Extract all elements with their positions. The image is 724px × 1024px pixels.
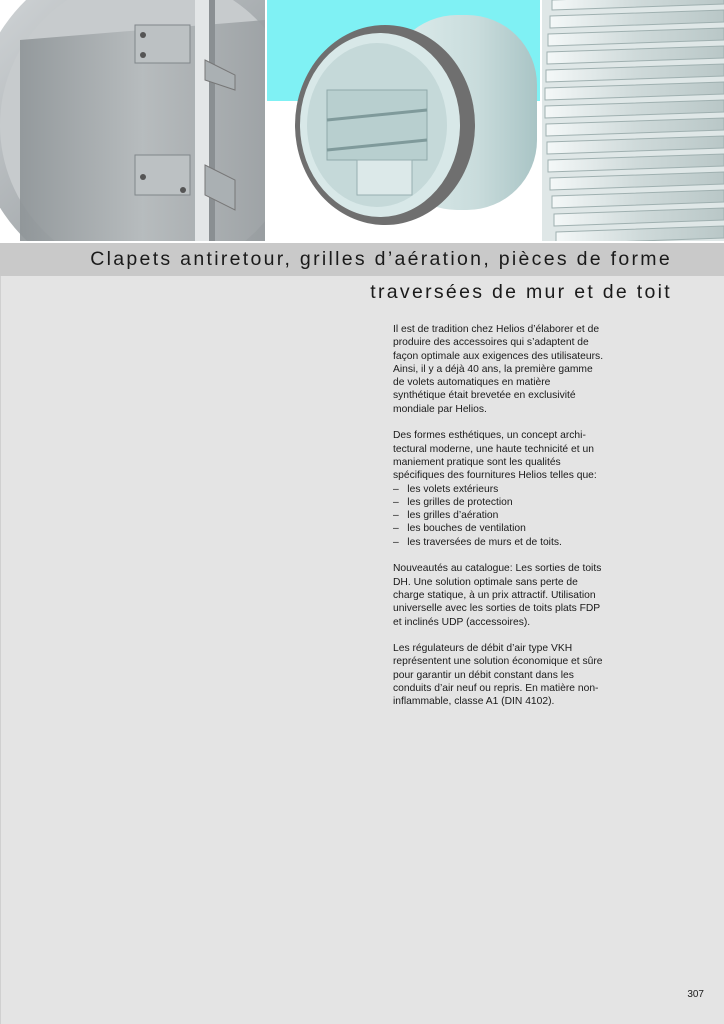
list-item: – les grilles de protection <box>393 496 513 508</box>
list-item: – les bouches de ventilation <box>393 523 526 535</box>
list-item: – les volets extérieurs <box>393 483 499 495</box>
page-title-line-1: Clapets antiretour, grilles d’aération, pièces de forme <box>90 248 672 270</box>
page-title-line-2: traversées de mur et de toit <box>370 281 672 303</box>
news-paragraph: Nouveautés au catalogue: Les sorties de toits DH. Une solution optimale sans perte de charge statique, à un prix attractif. Utilisation universelle avec les sorties de toits plats FDP et inclinés UDP (accessoires). <box>393 563 602 628</box>
body-text <box>393 323 605 722</box>
features-list <box>393 483 605 549</box>
page-number: 307 <box>687 989 704 1000</box>
damper-flap-photo <box>0 0 265 241</box>
history-sentence: Ainsi, il y a déjà 40 ans, la première gamme de volets automatiques en matière synthétique était brevetée en exclusivité mondiale par Helios. <box>393 363 593 415</box>
photo-strip <box>0 0 724 243</box>
louvre-grille-photo <box>542 0 724 241</box>
list-item: – les grilles d’aération <box>393 510 499 522</box>
wall-sleeve-shutter-photo <box>267 0 540 241</box>
features-paragraph: Des formes esthétiques, un concept architectural moderne, une haute technicité et un maniement pratique sont les qualités spécifiques des fournitures Helios telles que: – les volets extérieurs – les grilles de protection – les grilles d’aération – les bouches de ventilation – les traversées de murs et de toits. <box>393 429 605 549</box>
page-frame-edge <box>0 276 1 1024</box>
intro-paragraph: Il est de tradition chez Helios d’élaborer et de produire des accessoires qui s’adaptent de façon optimale aux exigences des utilisateurs. Ainsi, il y a déjà 40 ans, la première gamme de volets automatiques en matière synthétique était brevetée en exclusivité mondiale par Helios. <box>393 324 604 415</box>
list-item: – les traversées de murs et de toits. <box>393 536 562 548</box>
regulators-paragraph: Les régulateurs de débit d’air type VKH représentent une solution économique et sûre pour garantir un débit constant dans les conduits d’air neuf ou repris. En matière non-inflammable, classe A1 (DIN 4102). <box>393 643 603 708</box>
